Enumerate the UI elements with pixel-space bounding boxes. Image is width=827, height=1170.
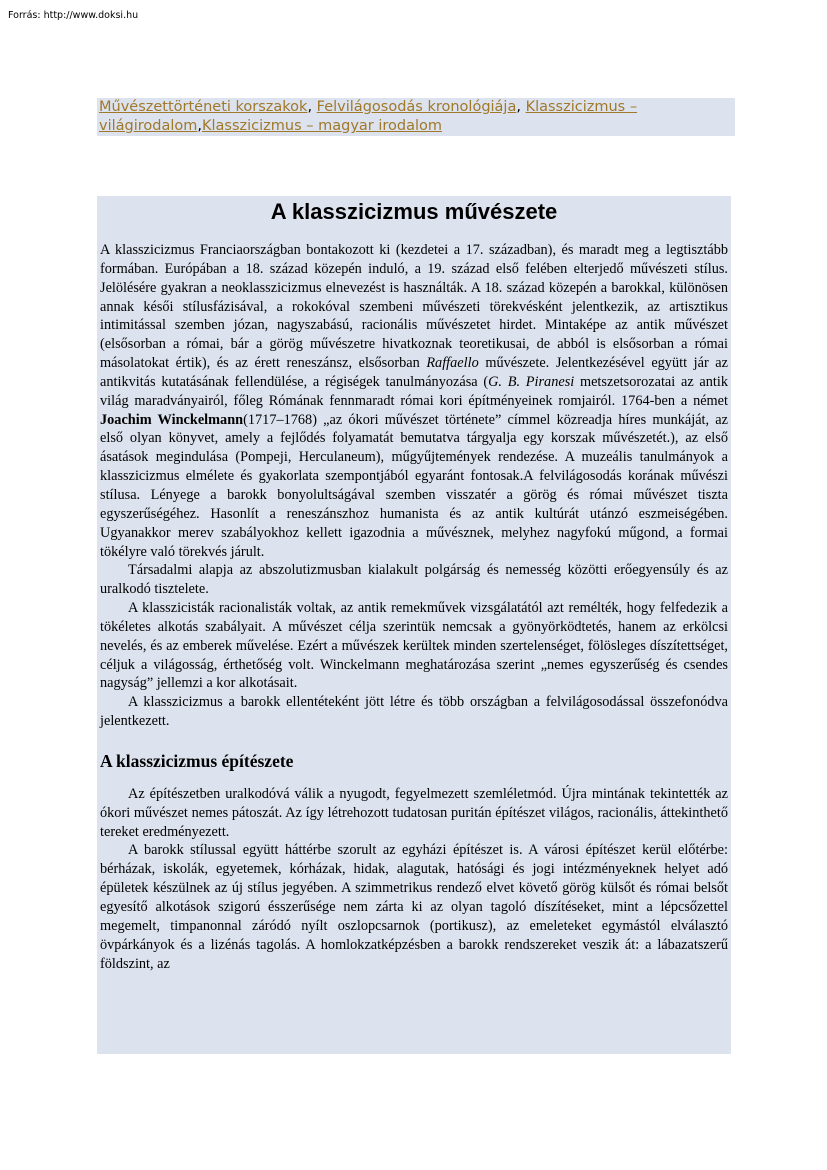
- nav-link-art-history-periods[interactable]: Művészettörténeti korszakok: [99, 99, 308, 115]
- nav-link-classicism-world-literature[interactable]: Klasszicizmus – világirodalom: [99, 99, 638, 134]
- paragraph-origin: A klasszicizmus a barokk ellentéteként jött létre és több országban a felvilágosodással összefonódva jelentkezett.: [100, 694, 728, 730]
- nav-link-enlightenment-chronology[interactable]: Felvilágosodás kronológiája: [316, 99, 517, 115]
- page-title: A klasszicizmus művészete: [270, 199, 558, 224]
- paragraph-social-basis: Társadalmi alapja az abszolutizmusban kialakult polgárság és nemesség közötti erőegyensúly és az uralkodó tisztelete.: [100, 562, 728, 598]
- section-heading-architecture: A klasszicizmus építészete: [100, 750, 294, 771]
- paragraph-rationalists: A klasszicisták racionalisták voltak, az antik remekművek vizsgálatától azt remélték, hogy felfedezik a tökéletes alkotás szabályait. A művészet célja szerintük nemcsak a gyönyörködtetés, hanem az erkölcsi nevelés, és az emberek művelése. Ezért a művészek kerültek minden szertelenséget, fölösleges díszítettséget, céljuk a világosság, érthetőség volt. Winckelmann meghatározása szerint „nemes egyszerűség és csendes nagyság” jellemzi a kor alkotásait.: [100, 600, 728, 692]
- paragraph-architecture-1: Az építészetben uralkodóvá válik a nyugodt, fegyelmezett szemléletmód. Újra mintának tekintették az ókori művészet nemes pátoszát. Az így létrehozott tudatosan puritán építészet világos, racionális, áttekinthető tereket eredményezett.: [100, 785, 728, 840]
- source-line: Forrás: http://www.doksi.hu: [8, 10, 139, 21]
- winckelmann-name: Joachim Winckelmann: [100, 411, 244, 428]
- paragraph-intro: A klasszicizmus Franciaországban bontakozott ki (kezdetei a 17. században), és maradt meg a legtisztább formában. Európában a 18. század közepén induló, a 19. század első felében elterjedő művészeti stílus. Jelölésére gyakran a neoklasszicizmus elnevezést is használták. A 18. század közepén a barokkal, különösen annak késői stílusfázisával, a rokokóval szembeni művészeti törekvésként jelentkezik, az artisztikus intimitással szemben józan, nagyszabású, racionális művészetet hirdet. Mintaképe az antik művészet (elsősorban a római, bár a görög művészetre hivatkoznak teoretikusai, de abból is elsősorban a római másolatokat értik), és az érett reneszánsz, elsősorban Raffaello művészete. Jelentkezésével együtt jár az antikvitás kutatásának fellendülése, a régiségek tanulmányozása (G. B. Piranesi metszetsorozatai az antik világ maradványairól, főleg Rómának fennmaradt római kori építményeinek romjairól. 1764-ben a német Joachim Winckelmann(1717–1768) „az ókori művészet története” címmel közreadja híres munkáját, az első olyan könyvet, amely a fejlődés folyamatát bemutatva tárgyalja egy korszak művészetét.), az első ásatások megindulása (Pompeji, Herculaneum), műgyűjtemények rendezése. A muzeális tanulmányok a klasszicizmus elmélete és gyakorlata szempontjából egyaránt fontosak.A felvilágosodás korának művészi stílusa. Lényege a barokk bonyolultságával szemben visszatér a görög és római művészet tiszta egyszerűségéhez. Hasonlít a reneszánszhoz humanista és az antik kultúrát utánzó eszmeiségében. Ugyanakkor merev szabályokhoz kellett igazodnia a művésznek, melyhez nagyfokú műgond, a formai tökélyre való törekvés járult.: [100, 242, 728, 560]
- nav-links-box: Művészettörténeti korszakok, Felvilágosodás kronológiája, Klasszicizmus – világirodalom,Klasszicizmus – magyar irodalom: [97, 98, 735, 136]
- nav-link-classicism-hungarian-literature[interactable]: Klasszicizmus – magyar irodalom: [202, 118, 443, 134]
- paragraph-architecture-2: A barokk stílussal együtt háttérbe szorult az egyházi építészet is. A városi építészet kerül előtérbe: bérházak, iskolák, egyetemek, kórházak, hidak, alagutak, hatósági és jogi intézményeknek helyet adó épületek készülnek az új stílus jegyében. A szimmetrikus rendező elvet követő görög külsőt és római belsőt egyesítő alkotások szigorú ésszerűsége nem zárta ki az olyan tagoló díszítéseket, mint a lépcsőzettel megemelt, timpanonnal záródó nyílt oszlopcsarnok (portikusz), az emeleteket egymástól elválasztó övpárkányok és a lizénás tagolás. A homlokzatképzésben a barokk rendszereket veszik át: a lábazatszerű földszint, az: [100, 842, 728, 972]
- article-body: [97, 196, 731, 1054]
